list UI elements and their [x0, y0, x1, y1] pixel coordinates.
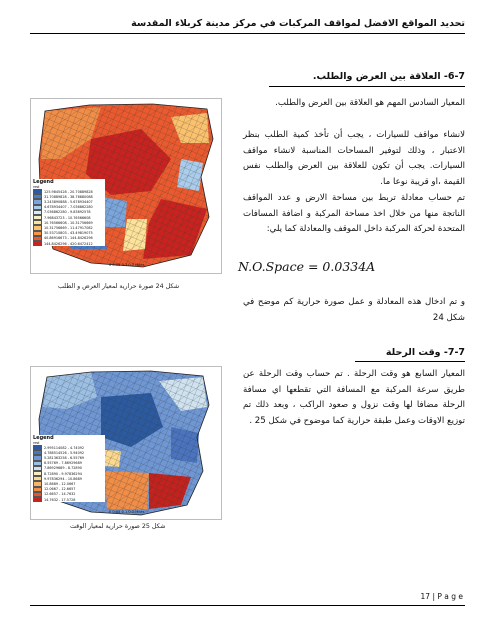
paragraph-supply-body: لانشاء مواقف للسيارات ، يجب أن تأخذ كمية الطلب بنظر الاعتبار ، وذلك لتوفير المساحات المناسبة لانشاء مواقف السيارات. يجب أن تكون للعلاقة بين العرض والطلب نفس القيمة ،او قريبة نوعا ما.: [243, 130, 465, 187]
figure24-legend-item: [33, 241, 105, 246]
figure25-legend-label: 10.8689 - 12.0667: [44, 481, 76, 486]
legend-25: [33, 435, 105, 502]
figure24-legend-label: 7.036862280 - 9.83692578: [44, 210, 91, 215]
header-title: تحديد المواقع الافضل لمواقف المركبات في مركز مدينة كربلاء المقدسة: [131, 18, 465, 29]
figure25-legend-label: 6.55769 - 7.86929689: [44, 461, 82, 466]
figure24-legend-label: 30.53710803 - 43.49819075: [44, 231, 93, 236]
figure24-legend-swatch: [33, 241, 42, 246]
legend-25-title: Legend: [33, 435, 54, 441]
figure25-legend-label: 5.281363258 - 6.55769: [44, 456, 85, 461]
figure25-legend-label: 8.72890 - 9.97836294: [44, 471, 82, 476]
figure25-legend-label: 14.7632 - 17.5728: [44, 497, 76, 502]
figure25-legend-label: 2.995114082 - 4.74092: [44, 445, 85, 450]
section-heading-rule: [269, 86, 465, 87]
figure-24-caption: شكل 24 صورة حرارية لمعيار العرض و الطلب: [58, 283, 180, 290]
figure25-legend-label: 7.86929689 - 8.72890: [44, 466, 82, 471]
page-number: 17 | P a g e: [420, 592, 463, 601]
figure24-legend-label: 144.8426296 - 420.6472412: [44, 241, 93, 246]
figure24-legend-label: 10.31756669 - 11.47917082: [44, 225, 93, 230]
figure-25-map: [30, 366, 222, 520]
figure24-legend-label: 40.86916673 - 144.8426296: [44, 236, 93, 241]
section-heading-trip-time: 7-7- وقت الرحلة: [385, 347, 465, 358]
figure24-legend-label: 4.678934407 - 7.036862280: [44, 205, 93, 210]
paragraph-trip-time: المعيار السابع هو وقت الرحلة . تم حساب وقت الرحلة عن طريق سرعة المركبة مع المسافة التي تقطعها اي مسافة الرحلة مضافا لها وقت نزول و صعود الراكب ، وبعد ذلك تم توزيع الاوقات وعمل طبقة حرارية كما موضوح في شكل 25 .: [243, 369, 465, 426]
footer-rule: [30, 605, 465, 606]
figure24-legend-label: 125.9845428 - 20.70889828: [44, 189, 93, 194]
header-rule: [30, 33, 465, 34]
figure25-legend-item: [33, 497, 105, 502]
figure-25-caption: شكل 25 صورة حرارية لمعيار الوقت: [70, 523, 166, 530]
equation-space: N.O.Space = 0.0334A: [238, 259, 376, 274]
paragraph-equation-intro: تم حساب معادلة تربط بين مساحة الارض و عدد المواقف الناتجة منها من خلال اخذ مساحة المركبة و اضافة المسافات المتحدة لحركة المركبة داخل الموقف والمعادلة كما يلي:: [243, 193, 465, 234]
section-heading-supply-demand: 6-7- العلاقة بين العرض والطلب.: [312, 71, 465, 82]
figure-24-map: [30, 98, 222, 274]
section-heading-rule-2: [355, 361, 465, 362]
figure25-legend-swatch: [33, 497, 42, 502]
scale-bar-24: 0 0.05 0.1 0.2 Miles: [109, 263, 145, 267]
figure24-legend-label: 31.70889828 - 38.76880088: [44, 194, 93, 199]
figure24-legend-label: 7.96843723 - 10.76566608: [44, 215, 91, 220]
figure24-legend-label: 3.243890888 - 5.678934407: [44, 200, 93, 205]
paragraph-supply-intro: المعيار السادس المهم هو العلاقة بين العرض والطلب.: [275, 98, 465, 108]
figure24-legend-label: 10.76566608 - 10.31756669: [44, 220, 93, 225]
legend-24: [33, 179, 105, 246]
scale-bar-25: 0 0.05 0.1 0.2 Miles: [109, 510, 145, 514]
figure25-legend-label: 12.0667 - 12.6657: [44, 487, 76, 492]
figure25-legend-label: 12.6657 - 14.7632: [44, 492, 76, 497]
figure25-legend-label: 4.788514526 - 5.94092: [44, 450, 85, 455]
legend-24-title: Legend: [33, 179, 54, 185]
legend-24-sub: rest: [33, 185, 40, 189]
paragraph-heatmap-ref-24: و تم ادخال هذه المعادلة و عمل صورة حرارية كم موضح في شكل 24: [243, 297, 465, 323]
figure25-legend-label: 9.97836294 - 10.8689: [44, 476, 82, 481]
legend-25-sub: rest: [33, 441, 40, 445]
